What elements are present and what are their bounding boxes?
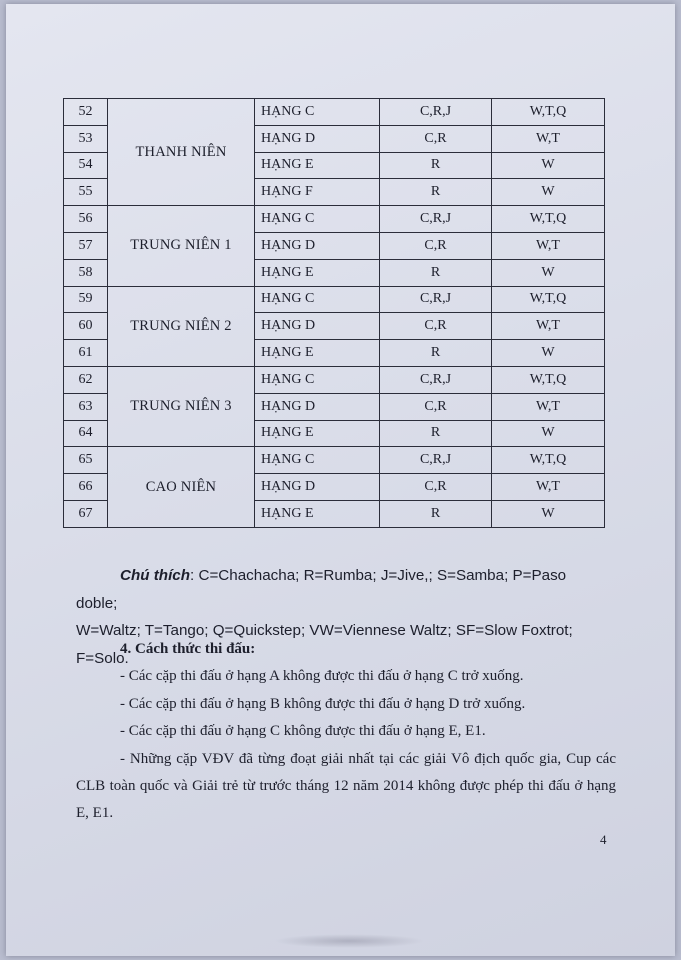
latin-dances: R bbox=[380, 152, 492, 179]
standard-dances: W,T bbox=[492, 313, 605, 340]
standard-dances: W,T,Q bbox=[492, 447, 605, 474]
standard-dances: W,T bbox=[492, 232, 605, 259]
age-group: TRUNG NIÊN 3 bbox=[108, 366, 255, 446]
rule-item-1: - Các cặp thi đấu ở hạng A không được thi đấu ở hạng C trở xuống. bbox=[120, 668, 524, 685]
page-number: 4 bbox=[600, 832, 607, 847]
row-number: 57 bbox=[64, 232, 108, 259]
standard-dances: W,T,Q bbox=[492, 366, 605, 393]
level: HẠNG D bbox=[255, 232, 380, 259]
bottom-smudge bbox=[274, 934, 424, 948]
row-number: 58 bbox=[64, 259, 108, 286]
level: HẠNG D bbox=[255, 313, 380, 340]
standard-dances: W bbox=[492, 500, 605, 527]
row-number: 56 bbox=[64, 206, 108, 233]
row-number: 65 bbox=[64, 447, 108, 474]
latin-dances: R bbox=[380, 500, 492, 527]
section-heading: 4. Cách thức thi đấu: bbox=[120, 641, 256, 657]
latin-dances: R bbox=[380, 340, 492, 367]
level: HẠNG E bbox=[255, 340, 380, 367]
level: HẠNG E bbox=[255, 420, 380, 447]
row-number: 53 bbox=[64, 125, 108, 152]
table-row bbox=[64, 99, 605, 126]
latin-dances: C,R bbox=[380, 393, 492, 420]
standard-dances: W,T,Q bbox=[492, 99, 605, 126]
age-group: TRUNG NIÊN 1 bbox=[108, 206, 255, 286]
legend-label: Chú thích bbox=[120, 567, 191, 584]
latin-dances: R bbox=[380, 179, 492, 206]
level: HẠNG C bbox=[255, 286, 380, 313]
latin-dances: C,R bbox=[380, 232, 492, 259]
level: HẠNG D bbox=[255, 474, 380, 501]
standard-dances: W,T,Q bbox=[492, 286, 605, 313]
standard-dances: W,T bbox=[492, 125, 605, 152]
standard-dances: W bbox=[492, 259, 605, 286]
age-group: CAO NIÊN bbox=[108, 447, 255, 527]
rule-paragraph: - Những cặp VĐV đã từng đoạt giải nhất tại các giải Vô địch quốc gia, Cup các CLB toàn quốc và Giải trẻ từ trước tháng 12 năm 2014 không được phép thi đấu ở hạng E, E1. bbox=[76, 750, 616, 822]
latin-dances: C,R bbox=[380, 125, 492, 152]
latin-dances: C,R bbox=[380, 313, 492, 340]
category-table bbox=[63, 98, 605, 528]
document-page bbox=[6, 4, 675, 956]
latin-dances: R bbox=[380, 259, 492, 286]
row-number: 67 bbox=[64, 500, 108, 527]
row-number: 64 bbox=[64, 420, 108, 447]
row-number: 63 bbox=[64, 393, 108, 420]
table-row bbox=[64, 286, 605, 313]
standard-dances: W,T,Q bbox=[492, 206, 605, 233]
latin-dances: C,R,J bbox=[380, 366, 492, 393]
level: HẠNG E bbox=[255, 259, 380, 286]
standard-dances: W,T bbox=[492, 393, 605, 420]
standard-dances: W,T bbox=[492, 474, 605, 501]
legend-line-2: W=Waltz; T=Tango; Q=Quickstep; VW=Viennese Waltz; SF=Slow Foxtrot; bbox=[76, 622, 573, 640]
level: HẠNG D bbox=[255, 393, 380, 420]
row-number: 62 bbox=[64, 366, 108, 393]
table-row bbox=[64, 447, 605, 474]
latin-dances: C,R bbox=[380, 474, 492, 501]
latin-dances: C,R,J bbox=[380, 286, 492, 313]
latin-dances: C,R,J bbox=[380, 447, 492, 474]
age-group: THANH NIÊN bbox=[108, 99, 255, 206]
rule-item-2: - Các cặp thi đấu ở hạng B không được thi đấu ở hạng D trở xuống. bbox=[120, 695, 526, 712]
level: HẠNG C bbox=[255, 447, 380, 474]
row-number: 66 bbox=[64, 474, 108, 501]
category-table-body bbox=[64, 99, 605, 528]
standard-dances: W bbox=[492, 179, 605, 206]
row-number: 52 bbox=[64, 99, 108, 126]
latin-dances: C,R,J bbox=[380, 206, 492, 233]
latin-dances: R bbox=[380, 420, 492, 447]
standard-dances: W bbox=[492, 420, 605, 447]
competition-rules bbox=[76, 636, 616, 828]
level: HẠNG E bbox=[255, 500, 380, 527]
rule-item-3: - Các cặp thi đấu ở hạng C không được thi đấu ở hạng E, E1. bbox=[120, 723, 486, 740]
level: HẠNG C bbox=[255, 366, 380, 393]
table-row bbox=[64, 206, 605, 233]
row-number: 60 bbox=[64, 313, 108, 340]
standard-dances: W bbox=[492, 340, 605, 367]
age-group: TRUNG NIÊN 2 bbox=[108, 286, 255, 366]
level: HẠNG C bbox=[255, 99, 380, 126]
level: HẠNG F bbox=[255, 179, 380, 206]
row-number: 54 bbox=[64, 152, 108, 179]
legend-line-1: : C=Chachacha; R=Rumba; J=Jive,; S=Samba; P=Paso doble; bbox=[76, 567, 567, 612]
level: HẠNG D bbox=[255, 125, 380, 152]
row-number: 55 bbox=[64, 179, 108, 206]
table-row bbox=[64, 366, 605, 393]
latin-dances: C,R,J bbox=[380, 99, 492, 126]
row-number: 59 bbox=[64, 286, 108, 313]
level: HẠNG C bbox=[255, 206, 380, 233]
legend-line-3: F=Solo. bbox=[76, 649, 129, 667]
row-number: 61 bbox=[64, 340, 108, 367]
level: HẠNG E bbox=[255, 152, 380, 179]
standard-dances: W bbox=[492, 152, 605, 179]
